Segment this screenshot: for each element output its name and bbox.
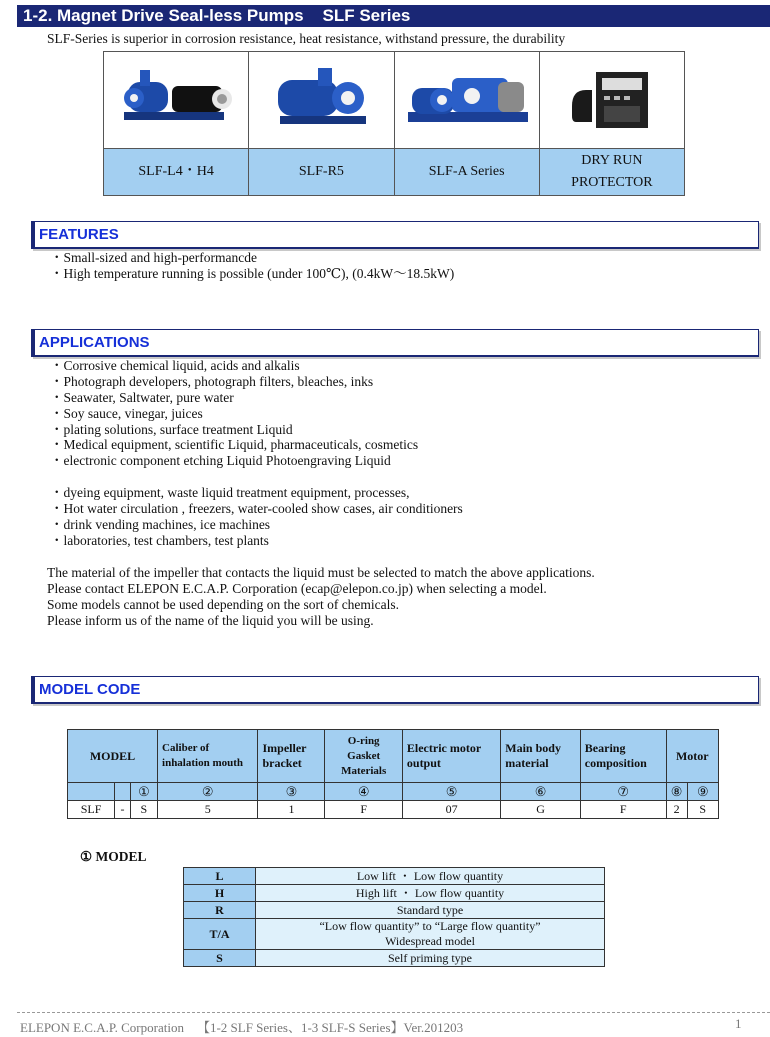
intro-text: SLF-Series is superior in corrosion resistance, heat resistance, withstand pressure, the durability [47, 31, 566, 46]
model-value: Self priming type [256, 950, 605, 967]
page-number: 1 [735, 1016, 742, 1031]
header-line: material [505, 756, 549, 770]
model-value: Standard type [256, 902, 605, 919]
model-key: L [184, 868, 256, 885]
value-cell: SLF [68, 801, 115, 819]
pump-image [402, 60, 532, 140]
list-item: ・ drink vending machines, ice machines [50, 517, 463, 533]
value-cell: - [115, 801, 131, 819]
product-label-line: DRY RUN [581, 153, 643, 168]
header-line: Gasket [347, 749, 381, 762]
table-row [184, 902, 605, 919]
page-title: 1-2. Magnet Drive Seal-less Pumps SLF Series [17, 5, 770, 27]
header-line: Impeller [262, 741, 307, 755]
product-image-slf-a-series [394, 52, 539, 149]
model-code-heading: MODEL CODE [31, 676, 759, 704]
num-cell: ② [158, 783, 258, 801]
header-line: Materials [341, 764, 387, 777]
product-label: SLF-L4・H4 [104, 149, 249, 196]
value-cell: F [580, 801, 666, 819]
value-cell: 07 [402, 801, 500, 819]
note-line: Some models cannot be used depending on the sort of chemicals. [47, 597, 400, 612]
list-item: ・ dyeing equipment, waste liquid treatment equipment, processes, [50, 485, 463, 501]
note-line: Please inform us of the name of the liquid you will be using. [47, 613, 374, 628]
col-motor: Motor [666, 730, 718, 783]
num-cell: ④ [325, 783, 402, 801]
pump-image [116, 60, 236, 140]
list-item: ・ Small-sized and high-performancde [50, 250, 454, 266]
header-line: Electric motor [406, 741, 482, 755]
list-item: ・ Medical equipment, scientific Liquid, pharmaceuticals, cosmetics [50, 437, 418, 453]
header-line: Bearing [584, 741, 626, 755]
applications-list-2 [50, 485, 463, 549]
value-cell: F [325, 801, 402, 819]
col-oring [325, 730, 402, 783]
num-cell: ⑥ [501, 783, 581, 801]
product-label-line: PROTECTOR [571, 175, 653, 190]
num-cell-blank [115, 783, 131, 801]
num-cell-blank [68, 783, 115, 801]
num-cell: ⑦ [580, 783, 666, 801]
num-cell: ⑤ [402, 783, 500, 801]
num-cell: ⑨ [687, 783, 718, 801]
features-heading: FEATURES [31, 221, 759, 249]
num-cell: ⑧ [666, 783, 687, 801]
applications-list-1 [50, 358, 418, 469]
model-subtitle: ① MODEL [80, 849, 147, 864]
header-line: bracket [262, 756, 302, 770]
footer-divider [17, 1012, 770, 1013]
num-cell: ① [130, 783, 157, 801]
value-cell: S [130, 801, 157, 819]
header-line: Caliber of [162, 742, 210, 754]
model-key: T/A [184, 919, 256, 950]
protector-image [562, 60, 662, 140]
product-label: SLF-R5 [249, 149, 394, 196]
list-item: ・ laboratories, test chambers, test plants [50, 533, 463, 549]
model-key: S [184, 950, 256, 967]
applications-heading: APPLICATIONS [31, 329, 759, 357]
list-item: ・ Soy sauce, vinegar, juices [50, 406, 418, 422]
list-item: ・ Hot water circulation , freezers, water-cooled show cases, air conditioners [50, 501, 463, 517]
value-cell: S [687, 801, 718, 819]
header-line: O-ring [347, 734, 380, 747]
product-table [103, 51, 685, 196]
note-line: The material of the impeller that contacts the liquid must be selected to match the above applications. [47, 565, 595, 580]
note-line: Please contact ELEPON E.C.A.P. Corporation (ecap@elepon.co.jp) when selecting a model. [47, 581, 547, 596]
header-line: output [406, 756, 441, 770]
num-cell: ③ [258, 783, 325, 801]
col-bearing [580, 730, 666, 783]
table-row [184, 919, 605, 950]
table-row [184, 950, 605, 967]
product-image-slf-l4-h4 [104, 52, 249, 149]
pump-image [266, 60, 376, 140]
col-impeller [258, 730, 325, 783]
header-line: Main body [505, 741, 561, 755]
value-cell: 2 [666, 801, 687, 819]
model-value-line: Widespread model [385, 934, 475, 948]
model-code-table [67, 729, 719, 819]
model-value-line: “Low flow quantity” to “Large flow quantity” [319, 919, 541, 933]
list-item: ・ Seawater, Saltwater, pure water [50, 390, 418, 406]
model-table [183, 867, 605, 967]
applications-notes [47, 565, 595, 629]
model-key: R [184, 902, 256, 919]
list-item: ・ plating solutions, surface treatment Liquid [50, 422, 418, 438]
list-item: ・ Photograph developers, photograph filters, bleaches, inks [50, 374, 418, 390]
col-body [501, 730, 581, 783]
header-line: inhalation mouth [162, 757, 244, 769]
footer-text: ELEPON E.C.A.P. Corporation 【1-2 SLF Series、1-3 SLF-S Series】Ver.201203 [20, 1020, 464, 1035]
header-line: composition [584, 756, 647, 770]
col-model: MODEL [68, 730, 158, 783]
product-label [539, 149, 684, 196]
table-row [184, 868, 605, 885]
features-list [50, 250, 454, 282]
value-cell: G [501, 801, 581, 819]
model-key: H [184, 885, 256, 902]
list-item: ・ High temperature running is possible (under 100℃), (0.4kW～18.5kW) [50, 266, 454, 282]
product-image-slf-r5 [249, 52, 394, 149]
value-cell: 1 [258, 801, 325, 819]
list-item: ・ Corrosive chemical liquid, acids and alkalis [50, 358, 418, 374]
col-motor-output [402, 730, 500, 783]
model-value: Low lift ・ Low flow quantity [256, 868, 605, 885]
product-label: SLF-A Series [394, 149, 539, 196]
value-cell: 5 [158, 801, 258, 819]
col-caliber [158, 730, 258, 783]
table-row [184, 885, 605, 902]
product-image-dry-run-protector [539, 52, 684, 149]
model-value [256, 919, 605, 950]
list-item: ・ electronic component etching Liquid Photoengraving Liquid [50, 453, 418, 469]
model-value: High lift ・ Low flow quantity [256, 885, 605, 902]
